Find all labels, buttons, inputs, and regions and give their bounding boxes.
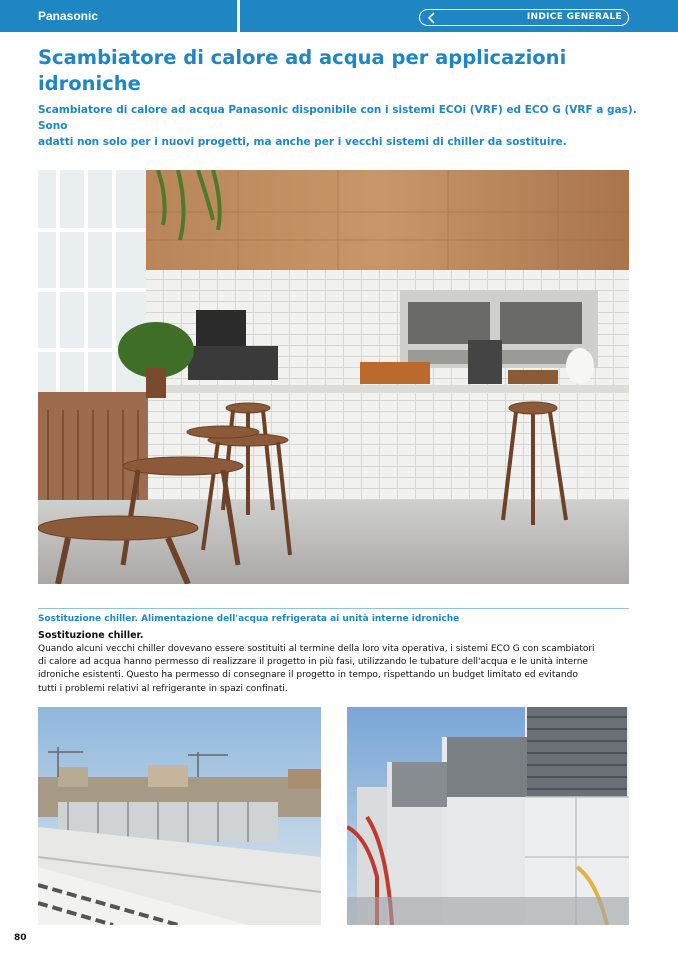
page-title-line-1: Scambiatore di calore ad acqua per applicazioni xyxy=(38,46,567,69)
page-number: 80 xyxy=(14,933,27,943)
section-subtitle: Sostituzione chiller. xyxy=(38,630,144,641)
intro-paragraph xyxy=(38,102,638,150)
top-bar xyxy=(0,0,678,32)
page-title xyxy=(38,45,638,97)
body-line-2: di calore ad acqua hanno permesso di realizzare il progetto in più fasi, utilizzando le tubature dell'acqua e le unità interne xyxy=(38,657,588,668)
section-body xyxy=(38,643,634,696)
top-bar-divider xyxy=(237,0,240,32)
general-index-label: INDICE GENERALE xyxy=(526,12,622,22)
panasonic-logo: Panasonic xyxy=(38,9,99,23)
rooftop-chiller-photo xyxy=(38,707,321,925)
intro-line-1: Scambiatore di calore ad acqua Panasonic disponibile con i sistemi ECOi (VRF) ed ECO G (VRF a gas). Sono xyxy=(38,104,637,132)
gas-heat-pump-units-photo xyxy=(347,707,629,925)
general-index-button[interactable] xyxy=(419,9,629,26)
body-line-4: tutti i problemi relativi al refrigerante in spazi confinati. xyxy=(38,683,288,694)
section-title: Sostituzione chiller. Alimentazione dell'acqua refrigerata ai unità interne idroniche xyxy=(38,614,460,624)
body-line-3: idroniche esistenti. Questo ha permesso di consegnare il progetto in tempo, rispettando un budget limitato ed evitando xyxy=(38,670,578,681)
intro-line-2: adatti non solo per i nuovi progetti, ma anche per i vecchi sistemi di chiller da sostituire. xyxy=(38,136,567,148)
chevron-left-icon xyxy=(426,12,438,24)
cafe-interior-photo xyxy=(38,170,629,584)
section-divider xyxy=(38,608,629,609)
page-title-line-2: idroniche xyxy=(38,72,141,95)
body-line-1: Quando alcuni vecchi chiller dovevano essere sostituiti al termine della loro vita operativa, i sistemi ECO G con scambiatori xyxy=(38,644,595,654)
